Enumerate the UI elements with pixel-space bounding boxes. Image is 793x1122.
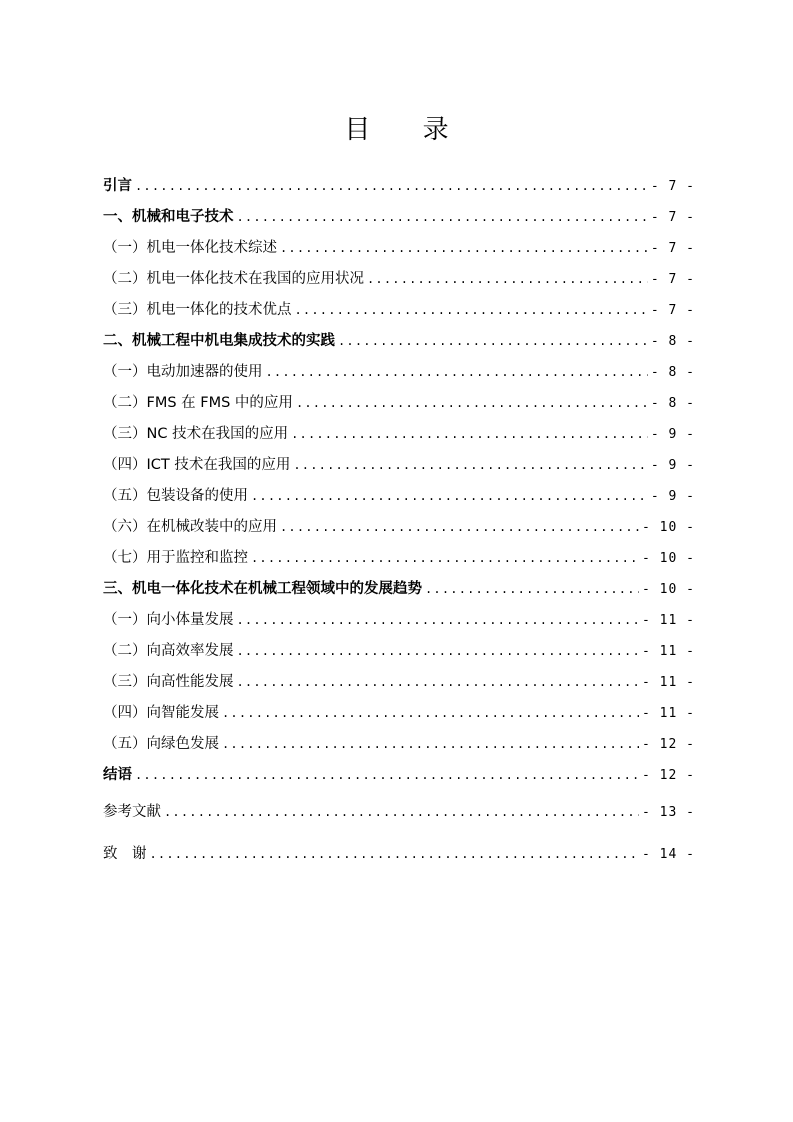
toc-title: 目 录 (344, 115, 471, 145)
toc-entry[interactable] (103, 733, 695, 755)
toc-entry-leader (338, 330, 648, 352)
toc-entry[interactable] (103, 702, 695, 724)
toc-entry[interactable] (103, 671, 695, 693)
toc-entry[interactable] (103, 801, 695, 823)
toc-entry-label: （五）包装设备的使用 (103, 488, 248, 504)
toc-entry-leader (280, 237, 648, 259)
toc-entry-label: （四）向智能发展 (103, 705, 219, 721)
toc-entry-page: - 11 - (642, 644, 695, 659)
toc-entry-label: （三）向高性能发展 (103, 674, 234, 690)
toc-entry[interactable] (103, 547, 695, 569)
toc-entry-leader (237, 671, 640, 693)
toc-entry-page: - 13 - (642, 805, 695, 820)
toc-entry-page: - 14 - (642, 847, 695, 862)
toc-entry-label: （二）机电一体化技术在我国的应用状况 (103, 271, 364, 287)
toc-entry-leader (150, 843, 640, 865)
toc-entry-label: 引言 (103, 178, 132, 194)
toc-entry-label: （七）用于监控和监控 (103, 550, 248, 566)
toc-entry-leader (222, 702, 639, 724)
toc-entry-page: - 12 - (642, 737, 695, 752)
toc-entry-leader (251, 547, 639, 569)
toc-entry[interactable] (103, 268, 695, 290)
toc-entry-page: - 9 - (650, 489, 695, 504)
toc-entry-label: （五）向绿色发展 (103, 736, 219, 752)
toc-entry[interactable] (103, 764, 695, 786)
toc-entry-leader (291, 423, 648, 445)
toc-entry-page: - 7 - (650, 210, 695, 225)
toc-entry-leader (266, 361, 648, 383)
toc-entry-page: - 11 - (642, 613, 695, 628)
toc-entry[interactable] (103, 516, 695, 538)
toc-entry-page: - 10 - (642, 551, 695, 566)
toc-entry-page: - 11 - (642, 706, 695, 721)
toc-entry-page: - 8 - (650, 365, 695, 380)
toc-entry-label: （六）在机械改装中的应用 (103, 519, 277, 535)
toc-entry-leader (237, 206, 648, 228)
toc-entry-leader (367, 268, 648, 290)
toc-entry-leader (237, 609, 640, 631)
toc-entry-leader (237, 640, 640, 662)
toc-entry-leader (280, 516, 639, 538)
toc-entry-page: - 7 - (650, 272, 695, 287)
toc-entry[interactable] (103, 843, 695, 865)
toc-entry-page: - 8 - (650, 396, 695, 411)
toc-entry[interactable] (103, 361, 695, 383)
toc-entry[interactable] (103, 330, 695, 352)
toc-entry-label: （二）向高效率发展 (103, 643, 234, 659)
toc-entry-leader (164, 801, 639, 823)
toc-entry-label: 三、机电一体化技术在机械工程领域中的发展趋势 (103, 581, 422, 597)
toc-entry-label: 一、机械和电子技术 (103, 209, 234, 225)
toc-entry-leader (135, 175, 648, 197)
toc-entry-leader (296, 392, 648, 414)
toc-entry-label: （二）FMS 在 FMS 中的应用 (103, 395, 293, 411)
toc-entry[interactable] (103, 175, 695, 197)
toc-entry[interactable] (103, 423, 695, 445)
toc-entry[interactable] (103, 392, 695, 414)
toc-entry-label: 致 谢 (103, 846, 147, 862)
toc-entry-label: 二、机械工程中机电集成技术的实践 (103, 333, 335, 349)
toc-entry[interactable] (103, 609, 695, 631)
toc-entry-leader (295, 299, 648, 321)
toc-entry-page: - 7 - (650, 241, 695, 256)
toc-entry-label: 结语 (103, 767, 132, 783)
toc-entry-label: （三）机电一体化的技术优点 (103, 302, 292, 318)
toc-entry-page: - 7 - (650, 303, 695, 318)
toc-entry-leader (251, 485, 648, 507)
toc-entry[interactable] (103, 640, 695, 662)
toc-entry-label: （四）ICT 技术在我国的应用 (103, 457, 291, 473)
toc-entry-leader (293, 454, 647, 476)
toc-entry-label: 参考文献 (103, 804, 161, 820)
toc-entry-label: （一）电动加速器的使用 (103, 364, 263, 380)
toc-entry[interactable] (103, 237, 695, 259)
toc-entry-leader (425, 578, 639, 600)
toc-entry-page: - 10 - (642, 520, 695, 535)
toc-entry[interactable] (103, 299, 695, 321)
toc-entry[interactable] (103, 206, 695, 228)
toc-entry-page: - 8 - (650, 334, 695, 349)
toc-entry-leader (222, 733, 639, 755)
toc-entry-leader (135, 764, 639, 786)
toc-entry[interactable] (103, 485, 695, 507)
toc-entry-page: - 7 - (650, 179, 695, 194)
toc-entry-page: - 11 - (642, 675, 695, 690)
toc-entry-page: - 10 - (642, 582, 695, 597)
toc-entry[interactable] (103, 578, 695, 600)
toc-entry-page: - 9 - (650, 458, 695, 473)
toc-entry-label: （一）向小体量发展 (103, 612, 234, 628)
toc-entry-page: - 9 - (650, 427, 695, 442)
toc-entry-label: （三）NC 技术在我国的应用 (103, 426, 289, 442)
toc-entry-label: （一）机电一体化技术综述 (103, 240, 277, 256)
toc-entry[interactable] (103, 454, 695, 476)
toc-entry-page: - 12 - (642, 768, 695, 783)
